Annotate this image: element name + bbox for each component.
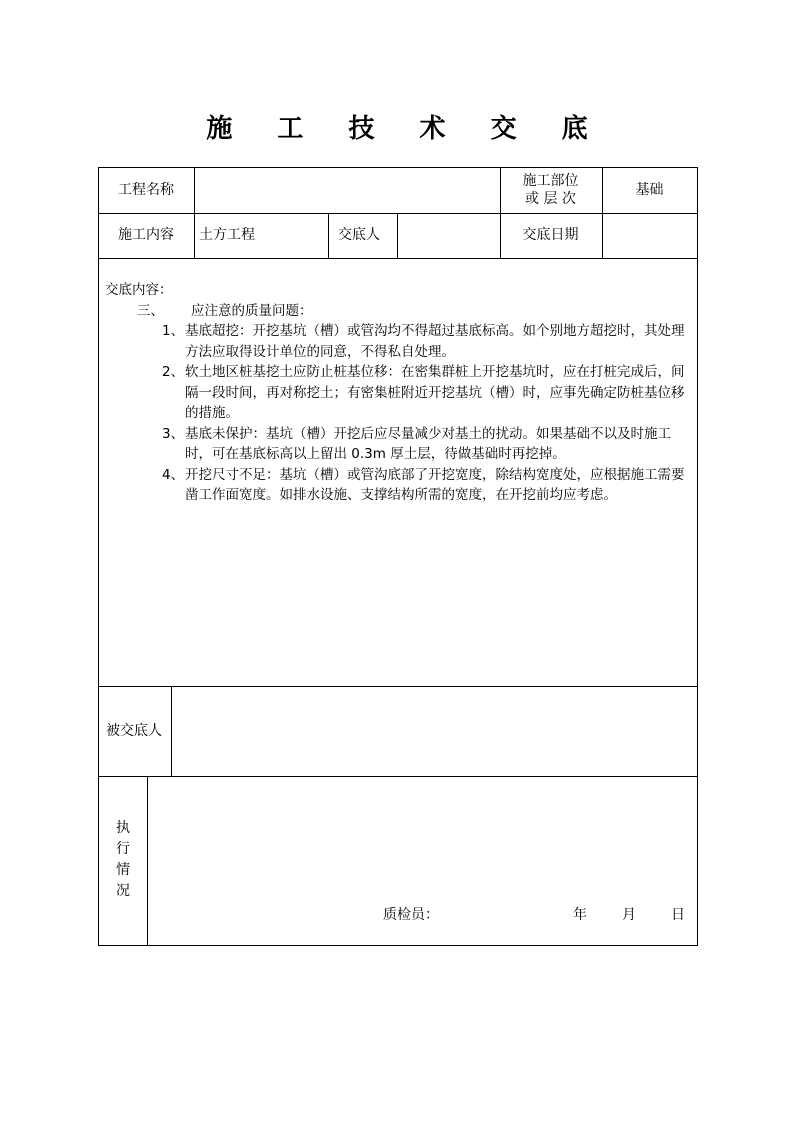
item-text: 基底超挖：开挖基坑（槽）或管沟均不得超过基底标高。如个别地方超挖时，其处理方法应取得设计单位的同意，不得私自处理。 bbox=[185, 323, 685, 360]
item-number: 1、 bbox=[162, 323, 185, 339]
discloser-label: 交底人 bbox=[338, 227, 380, 243]
item-text: 软土地区桩基挖土应防止桩基位移：在密集群桩上开挖基坑时，应在打桩完成后，间隔一段时间，再对称挖土；有密集桩附近开挖基坑（槽）时，应事先确定防桩基位移的措施。 bbox=[185, 364, 685, 421]
col-divider bbox=[328, 213, 329, 258]
page-title: 施 工 技 术 交 底 bbox=[206, 114, 606, 144]
item-number: 2、 bbox=[162, 364, 185, 380]
location-label-line1: 施工部位 bbox=[522, 173, 579, 189]
section-heading bbox=[137, 301, 695, 322]
execution-label bbox=[100, 818, 146, 902]
inspector-label: 质检员： bbox=[383, 907, 439, 923]
date-field[interactable] bbox=[602, 213, 697, 257]
execution-label-char: 情 bbox=[116, 862, 130, 878]
row-divider bbox=[99, 258, 697, 259]
date-label: 交底日期 bbox=[522, 227, 579, 243]
content-label: 施工内容 bbox=[118, 227, 174, 243]
section-number: 三、 bbox=[137, 302, 164, 319]
project-name-field[interactable] bbox=[194, 168, 499, 212]
item-text: 开挖尺寸不足：基坑（槽）或管沟底部了开挖宽度，除结构宽度处，应根据施工需要凿工作面宽度。如排水设施、支撑结构所需的宽度，在开挖前均应考虑。 bbox=[185, 466, 685, 503]
discloser-field[interactable] bbox=[397, 213, 499, 257]
year-label: 年 bbox=[573, 907, 587, 923]
col-divider bbox=[147, 776, 148, 946]
list-item bbox=[105, 362, 695, 424]
execution-label-char: 执 bbox=[116, 820, 130, 836]
project-name-label: 工程名称 bbox=[118, 182, 174, 198]
section-title: 应注意的质量问题： bbox=[191, 302, 313, 319]
col-divider bbox=[194, 213, 195, 258]
item-text: 基底未保护：基坑（槽）开挖后应尽量减少对基土的扰动。如果基础不以及时施工时，可在基底标高以上留出 0.3m 厚土层，待做基础时再挖掉。 bbox=[185, 425, 671, 462]
item-number: 4、 bbox=[162, 466, 185, 483]
location-label-line2: 或 层 次 bbox=[525, 191, 576, 207]
content-value[interactable]: 土方工程 bbox=[199, 227, 255, 243]
disclosure-content bbox=[105, 280, 695, 506]
row-divider bbox=[99, 776, 697, 777]
month-label: 月 bbox=[622, 907, 636, 923]
list-item bbox=[105, 424, 695, 465]
day-label: 日 bbox=[671, 907, 685, 923]
location-value[interactable]: 基础 bbox=[635, 182, 664, 198]
execution-label-char: 行 bbox=[116, 841, 130, 857]
disclosure-heading: 交底内容： bbox=[105, 282, 173, 298]
receiver-label: 被交底人 bbox=[106, 722, 162, 739]
execution-label-char: 况 bbox=[116, 883, 130, 899]
list-item bbox=[105, 465, 695, 506]
item-number: 3、 bbox=[162, 425, 185, 442]
receiver-field[interactable] bbox=[172, 686, 697, 775]
list-item bbox=[105, 321, 695, 362]
location-label bbox=[500, 168, 601, 212]
